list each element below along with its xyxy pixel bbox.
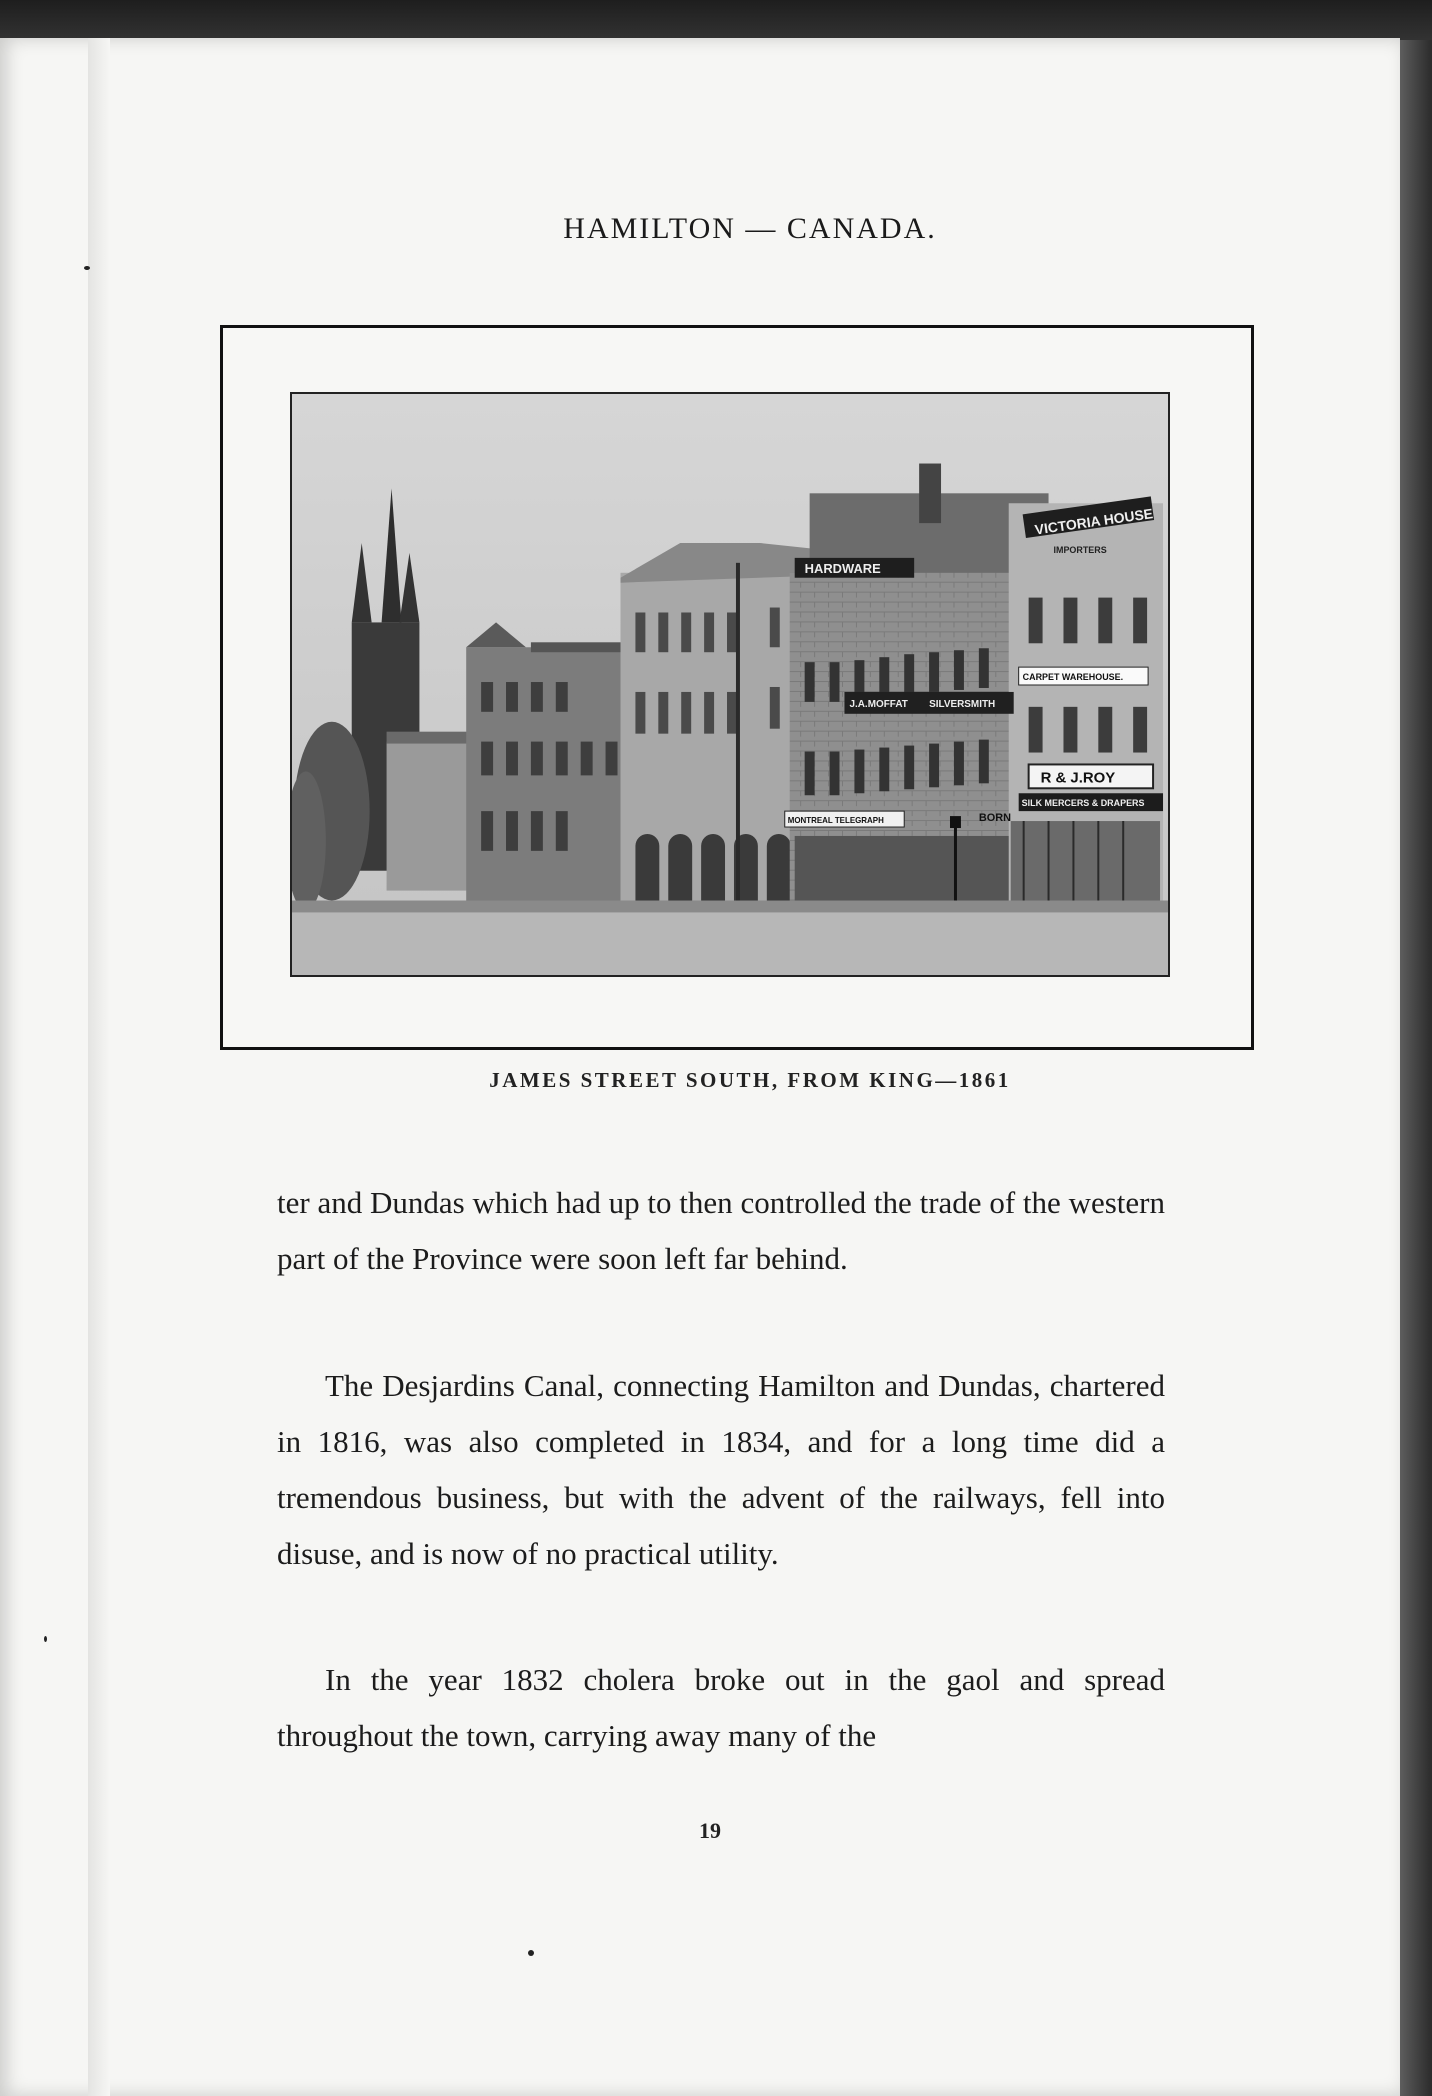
sign-importers: IMPORTERS [1053,544,1107,555]
sign-silk: SILK MERCERS & DRAPERS [1021,798,1145,809]
running-head: HAMILTON — CANADA. [563,212,937,245]
sign-telegraph: MONTREAL TELEGRAPH [787,816,884,826]
dust-speck [84,266,90,270]
sign-moffat: J.A.MOFFAT [849,698,908,710]
dust-speck [528,1950,534,1956]
sign-victoria: VICTORIA HOUSE [1033,505,1154,538]
sign-born: BORN [978,812,1012,825]
dust-speck [44,1636,47,1642]
page-gutter [88,38,110,2096]
illustration-caption: JAMES STREET SOUTH, FROM KING—1861 [489,1068,1011,1092]
paragraph-2: The Desjardins Canal, connecting Hamilton and Dundas, chartered in 1816, was also completed in 1834, and for a long time did a tremendous business, but with the advent of the railways, fell into disuse, and is now of no practical utility. [277,1368,1165,1571]
sign-silversmith: SILVERSMITH [929,698,996,710]
street-scene-image [292,394,1168,975]
page-number: 19 [699,1818,721,1843]
street-photograph [290,392,1170,977]
paragraph-3: In the year 1832 cholera broke out in the gaol and spread throughout the town, carrying away many of the [277,1662,1165,1753]
paragraph-1: ter and Dundas which had up to then controlled the trade of the western part of the Province were soon left far behind. [277,1185,1165,1276]
sign-roy: R & J.ROY [1040,770,1116,787]
sign-hardware: HARDWARE [804,560,881,576]
sign-carpet: CARPET WAREHOUSE. [1022,672,1124,683]
